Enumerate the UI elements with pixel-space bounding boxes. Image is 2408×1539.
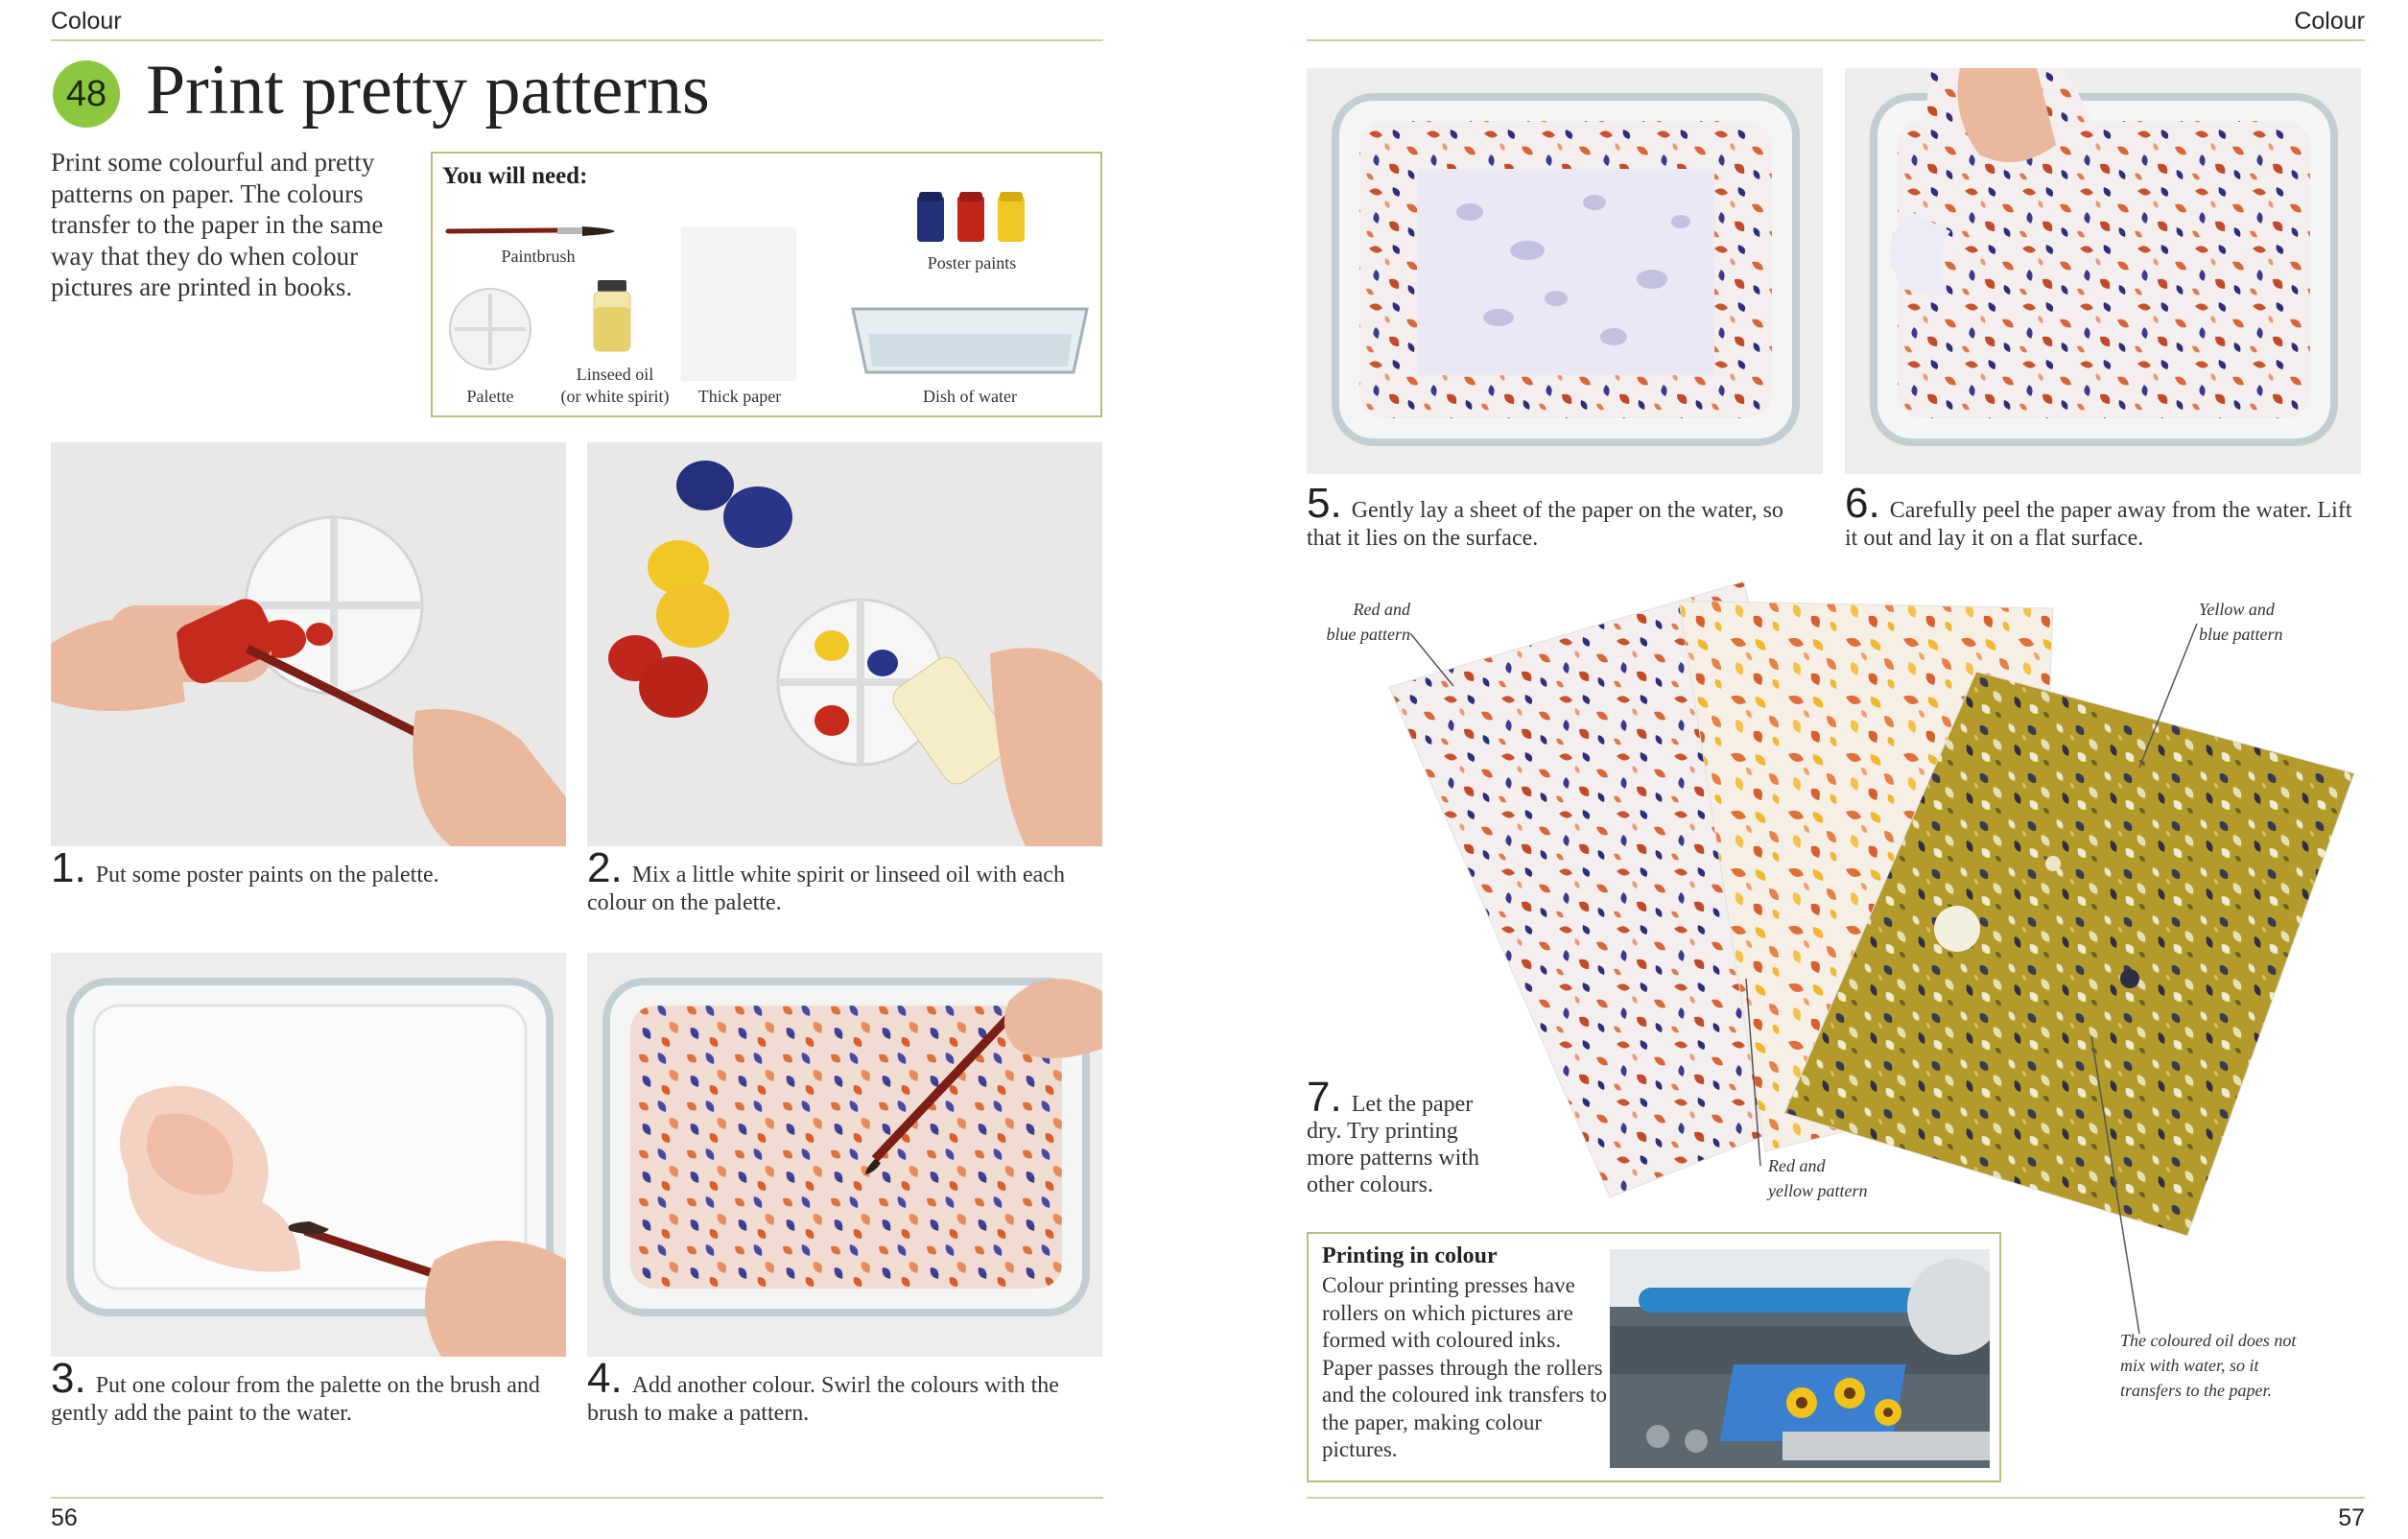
page-number-left: 56 [51,1504,78,1531]
poster-paints-image [909,190,1034,248]
dish-image [847,299,1093,378]
palette-caption: Palette [466,387,514,406]
annotation-red-yellow: Red and yellow pattern [1768,1156,1868,1200]
step3-text: 3. Put one colour from the palette on the brush and gently add the paint to the water. [51,1355,540,1426]
step2-photo [587,442,1102,846]
linseed-caption-1: Linseed oil [576,365,654,384]
materials-heading: You will need: [442,163,588,189]
annotation-red-blue: Red and blue pattern [1326,600,1410,644]
section-label-left: Colour [51,8,122,35]
footer-rule-left [51,1497,1103,1499]
info-box [1307,1232,2001,1482]
activity-number: 48 [65,73,107,114]
footer-rule-right [1307,1497,2365,1499]
thick-paper-image [682,228,795,380]
header-rule-right [1307,39,2365,41]
intro-text: Print some colourful and pretty patterns on paper. The colours transfer to the paper in the same way that they do when colour pictures are printed in books. [51,148,384,301]
page-title: Print pretty patterns [146,51,710,130]
step4-text: 4. Add another colour. Swirl the colours with the brush to make a pattern. [587,1355,1059,1426]
poster-paints-caption: Poster paints [927,253,1017,272]
step4-photo [587,953,1102,1357]
paintbrush-image [444,221,617,242]
step5-text: 5. Gently lay a sheet of the paper on the water, so that it lies on the surface. [1307,480,1783,551]
step1-photo [51,442,566,846]
activity-badge [53,60,120,128]
page-number-right: 57 [2338,1504,2365,1531]
printing-press-image [1610,1249,1990,1468]
step2-text: 2. Mix a little white spirit or linseed oil with each colour on the palette. [587,844,1065,915]
materials-box [431,152,1102,417]
step3-photo [51,953,566,1357]
section-label-right: Colour [2294,8,2365,35]
header-rule-left [51,39,1103,41]
dish-caption: Dish of water [923,387,1017,406]
paintbrush-caption: Paintbrush [501,247,576,266]
step5-photo [1307,68,1823,474]
info-box-heading: Printing in colour [1322,1243,1498,1268]
info-box-text: Colour printing presses have rollers on which pictures are formed with coloured inks. Paper passes through the rollers and the coloured ink transfers to the paper, making colour pictures. [1322,1273,1607,1461]
step6-text: 6. Carefully peel the paper away from the water. Lift it out and lay it on a flat surface. [1845,480,2352,551]
palette-image [447,286,533,372]
annotation-oil: The coloured oil does not mix with water, so it transfers to the paper. [2120,1331,2297,1400]
thick-paper-caption: Thick paper [697,387,782,406]
step1-text: 1. Put some poster paints on the palette. [51,844,439,891]
step7-text: 7. Let the paper dry. Try printing more patterns with other colours. [1307,1074,1479,1197]
linseed-oil-image [588,278,636,355]
step6-photo [1845,68,2361,474]
linseed-caption-2: (or white spirit) [560,387,670,406]
annotation-yellow-blue: Yellow and blue pattern [2199,600,2283,644]
